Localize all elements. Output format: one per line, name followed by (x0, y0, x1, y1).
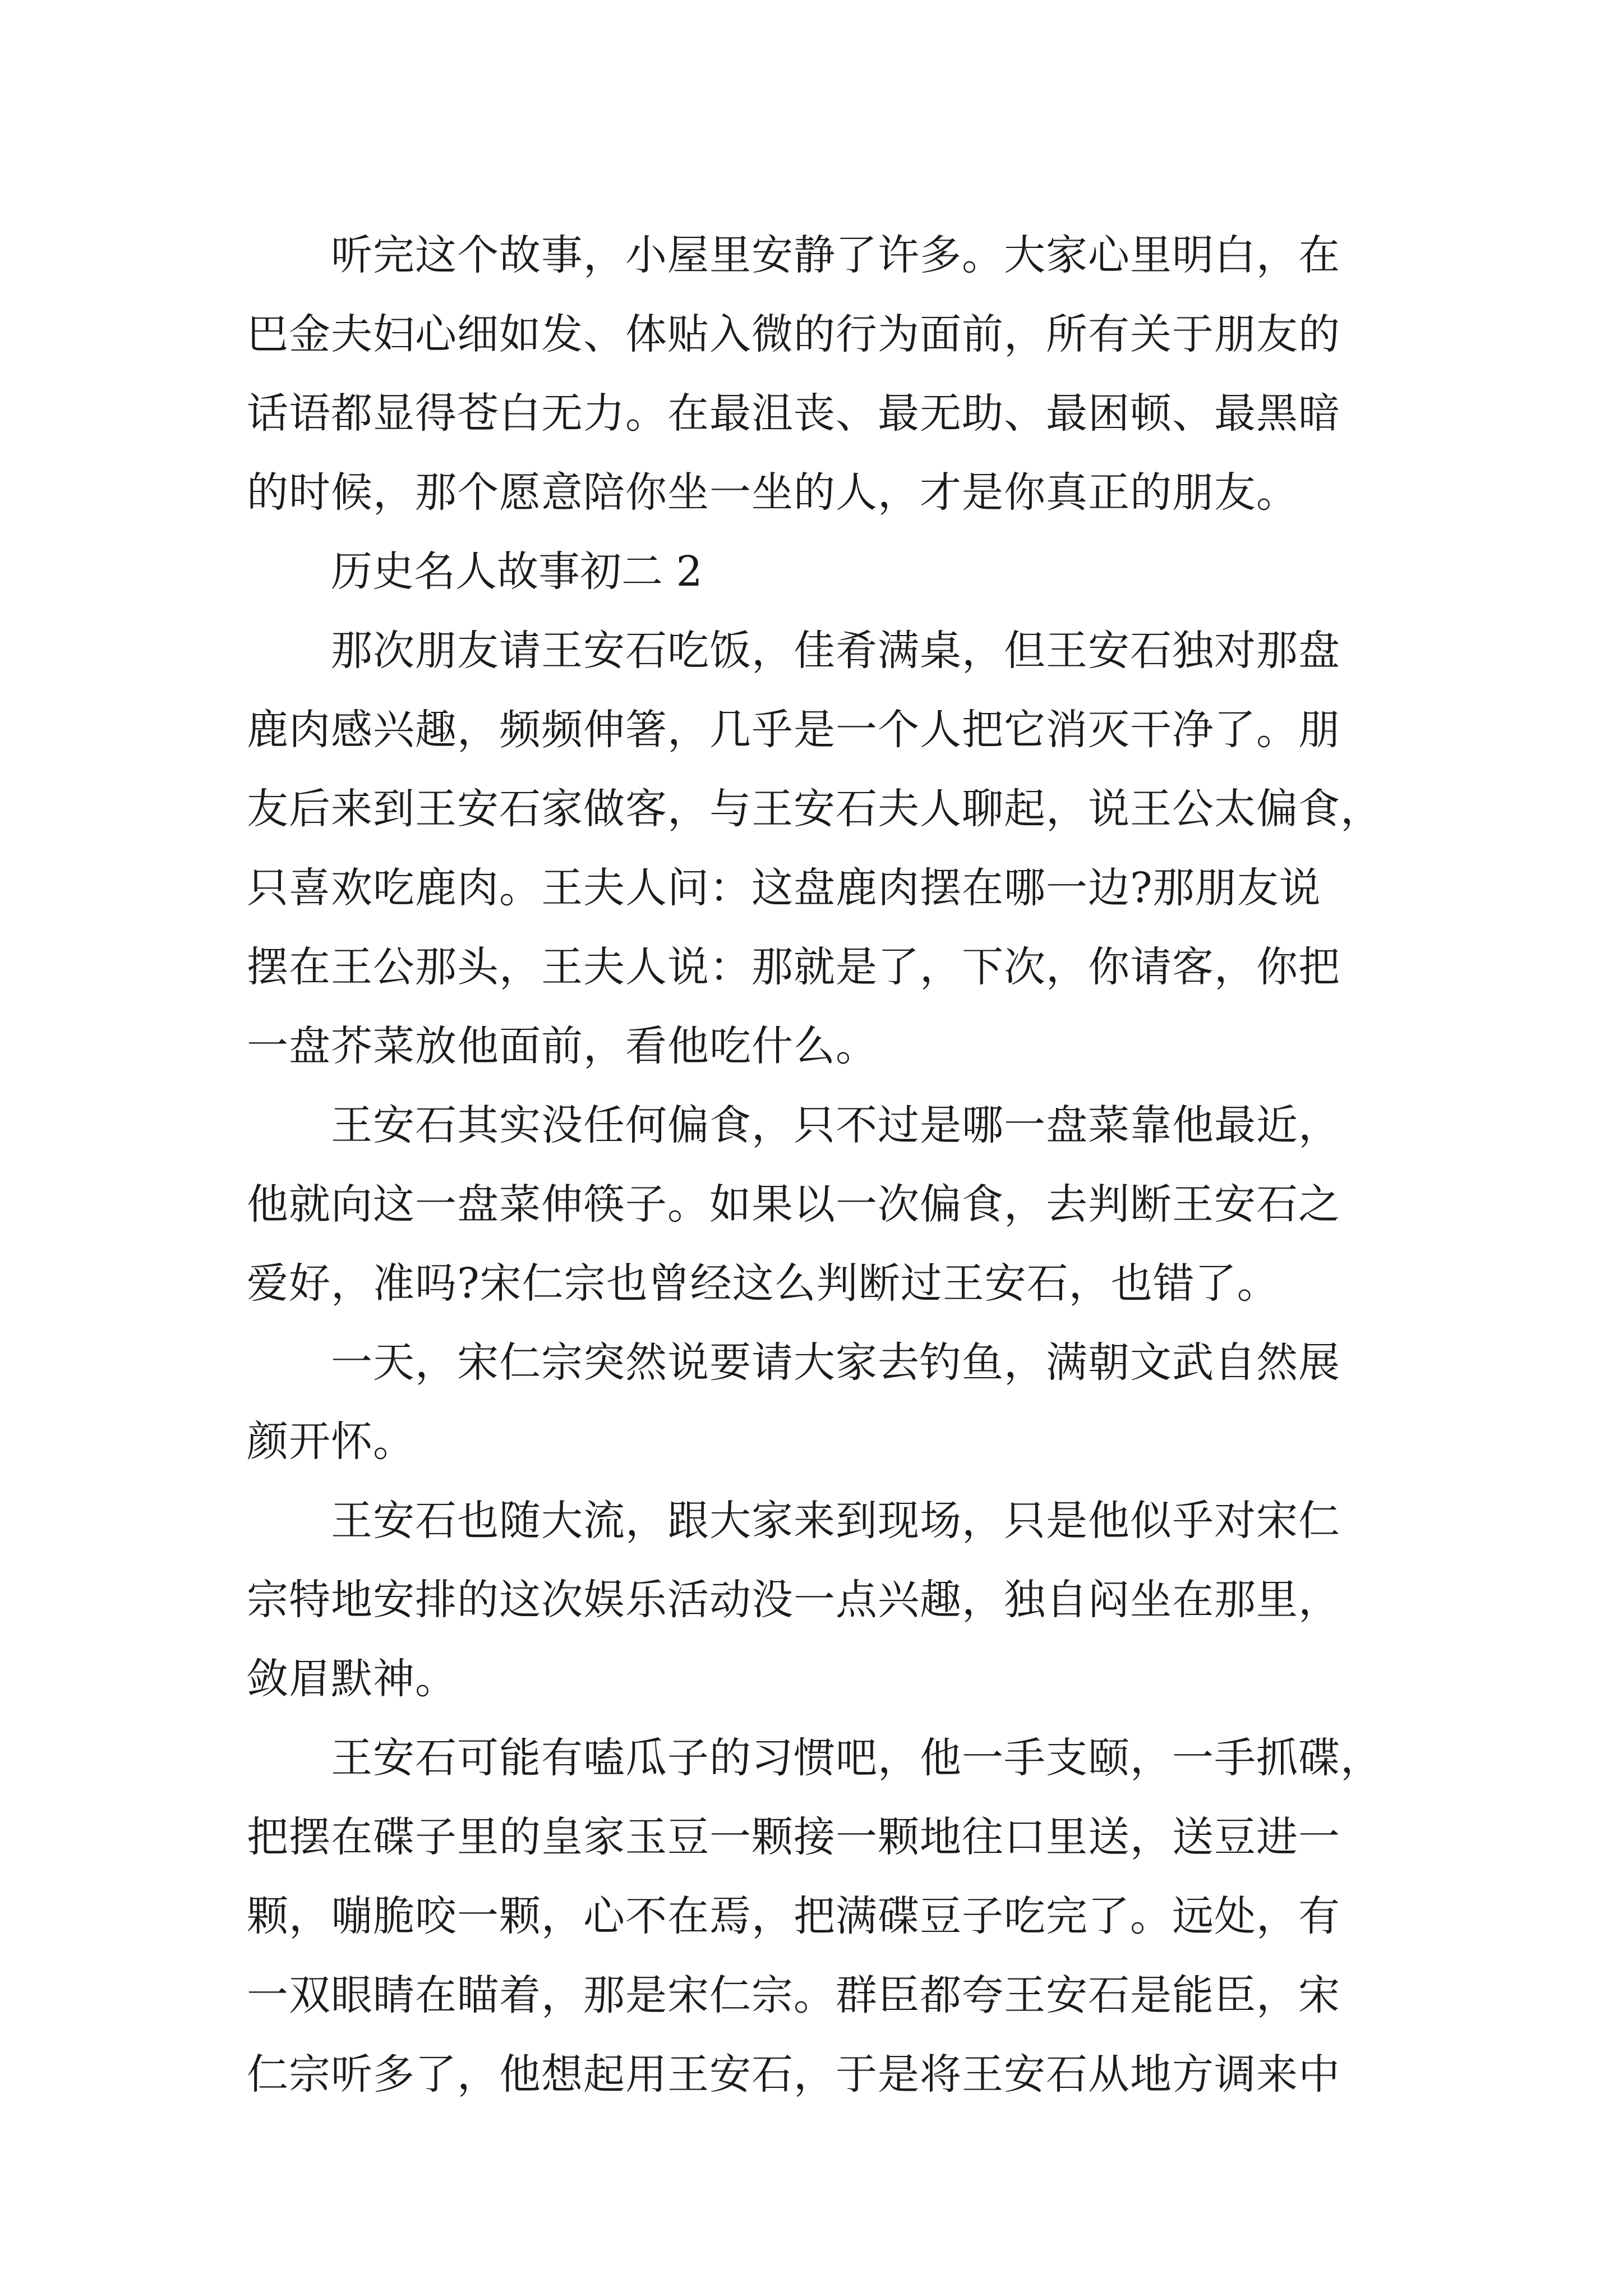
text-line: 摆在王公那头，王夫人说：那就是了，下次，你请客，你把 (247, 943, 1340, 991)
text-line: 王安石可能有嗑瓜子的习惯吧，他一手支颐，一手抓碟， (331, 1734, 1382, 1782)
paragraph (247, 216, 1385, 532)
text-line: 友后来到王安石家做客，与王安石夫人聊起，说王公太偏食， (247, 785, 1382, 833)
text-line: 颗，嘣脆咬一颗，心不在焉，把满碟豆子吃完了。远处，有 (247, 1892, 1340, 1940)
section-heading: 历史名人故事初二 2 (331, 547, 703, 596)
text-line: 宗特地安排的这次娱乐活动没一点兴趣，独自闷坐在那里， (247, 1576, 1340, 1624)
paragraph (247, 1323, 1385, 1481)
text-line: 那次朋友请王安石吃饭，佳肴满桌，但王安石独对那盘 (331, 627, 1340, 675)
text-line: 话语都显得苍白无力。在最沮丧、最无助、最困顿、最黑暗 (247, 389, 1340, 438)
text-line: 爱好，准吗?宋仁宗也曾经这么判断过王安石，也错了。 (247, 1259, 1279, 1308)
text-line: 颜开怀。 (247, 1418, 415, 1466)
paragraph (247, 1481, 1385, 1719)
text-line: 仁宗听多了，他想起用王安石，于是将王安石从地方调来中 (247, 2050, 1340, 2099)
text-line: 只喜欢吃鹿肉。王夫人问：这盘鹿肉摆在哪一边?那朋友说 (247, 864, 1321, 912)
text-line: 把摆在碟子里的皇家玉豆一颗接一颗地往口里送，送豆进一 (247, 1813, 1340, 1861)
text-line: 一天，宋仁宗突然说要请大家去钓鱼，满朝文武自然展 (331, 1338, 1340, 1387)
text-line: 王安石也随大流，跟大家来到现场，只是他似乎对宋仁 (331, 1497, 1340, 1545)
text-line: 王安石其实没任何偏食，只不过是哪一盘菜靠他最近， (331, 1101, 1340, 1149)
text-line: 他就向这一盘菜伸筷子。如果以一次偏食，去判断王安石之 (247, 1180, 1340, 1228)
paragraph (247, 1086, 1385, 1323)
text-line: 的时候，那个愿意陪你坐一坐的人，才是你真正的朋友。 (247, 468, 1298, 517)
text-line: 巴金夫妇心细如发、体贴入微的行为面前，所有关于朋友的 (247, 310, 1340, 358)
text-line: 听完这个故事，小屋里安静了许多。大家心里明白，在 (331, 231, 1340, 279)
paragraph (247, 611, 1385, 1086)
text-line: 鹿肉感兴趣，频频伸箸，几乎是一个人把它消灭干净了。朋 (247, 706, 1340, 754)
text-line: 一盘芥菜放他面前，看他吃什么。 (247, 1022, 878, 1070)
text-line: 一双眼睛在瞄着，那是宋仁宗。群臣都夸王安石是能臣，宋 (247, 1971, 1340, 2019)
text-line: 敛眉默神。 (247, 1655, 457, 1703)
paragraph (247, 1719, 1385, 2114)
document-page (247, 216, 1385, 2114)
